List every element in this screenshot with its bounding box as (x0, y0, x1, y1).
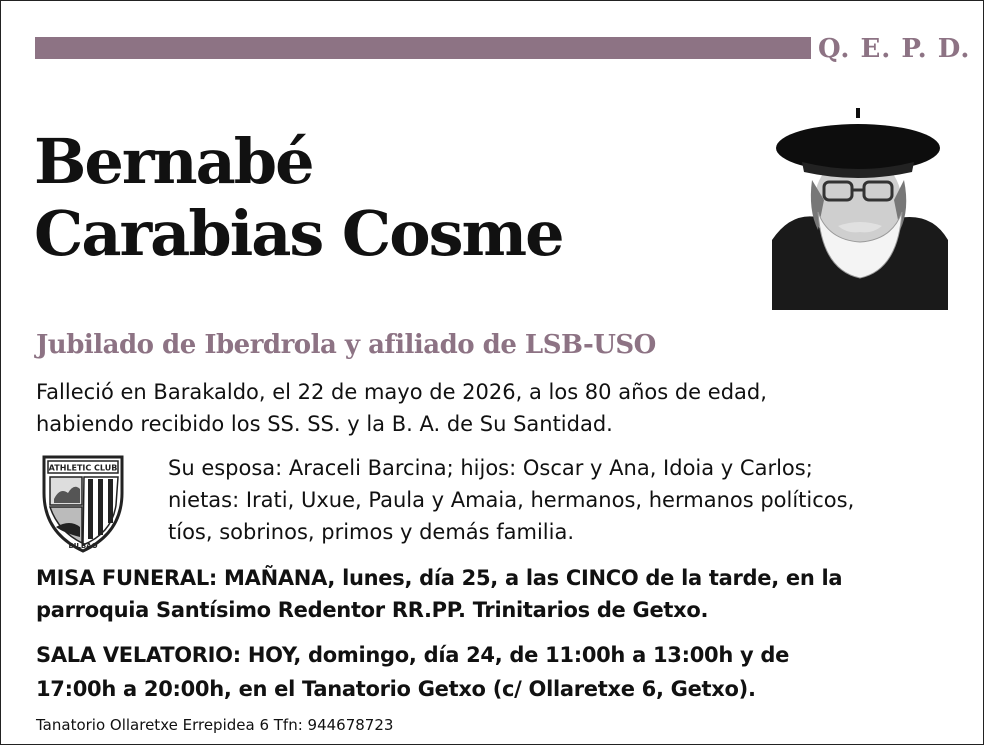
qepd-label: Q. E. P. D. (818, 34, 971, 64)
sala-line-1: SALA VELATORIO: HOY, domingo, día 24, de 11:00h a 13:00h y de (36, 643, 790, 667)
svg-text:BILBAO: BILBAO (68, 542, 98, 550)
athletic-club-crest-logo (40, 453, 126, 553)
family-notice (168, 452, 854, 548)
death-line-2: habiendo recibido los SS. SS. y la B. A. de Su Santidad. (36, 412, 613, 436)
misa-line-1: MISA FUNERAL: MAÑANA, lunes, día 25, a las CINCO de la tarde, en la (36, 566, 843, 590)
footer-contact: Tanatorio Ollaretxe Errepidea 6 Tfn: 944678723 (36, 716, 394, 734)
wake-notice (36, 638, 789, 706)
death-notice (36, 376, 956, 440)
death-line-1: Falleció en Barakaldo, el 22 de mayo de 2026, a los 80 años de edad, (36, 380, 767, 404)
deceased-name (34, 126, 563, 270)
family-line-2: nietas: Irati, Uxue, Paula y Amaia, hermanos, hermanos políticos, (168, 488, 855, 512)
portrait-photo (772, 100, 948, 310)
name-line-2: Carabias Cosme (34, 197, 563, 270)
sala-line-2: 17:00h a 20:00h, en el Tanatorio Getxo (c/ Ollaretxe 6, Getxo). (36, 677, 756, 701)
family-line-1: Su esposa: Araceli Barcina; hijos: Oscar y Ana, Idoia y Carlos; (168, 456, 813, 480)
funeral-mass-notice (36, 562, 842, 626)
family-line-3: tíos, sobrinos, primos y demás familia. (168, 520, 575, 544)
svg-text:ATHLETIC CLUB: ATHLETIC CLUB (48, 463, 118, 473)
header-bar (35, 37, 811, 59)
name-line-1: Bernabé (34, 125, 313, 198)
misa-line-2: parroquia Santísimo Redentor RR.PP. Trinitarios de Getxo. (36, 598, 709, 622)
subtitle: Jubilado de Iberdrola y afiliado de LSB-USO (36, 330, 656, 360)
